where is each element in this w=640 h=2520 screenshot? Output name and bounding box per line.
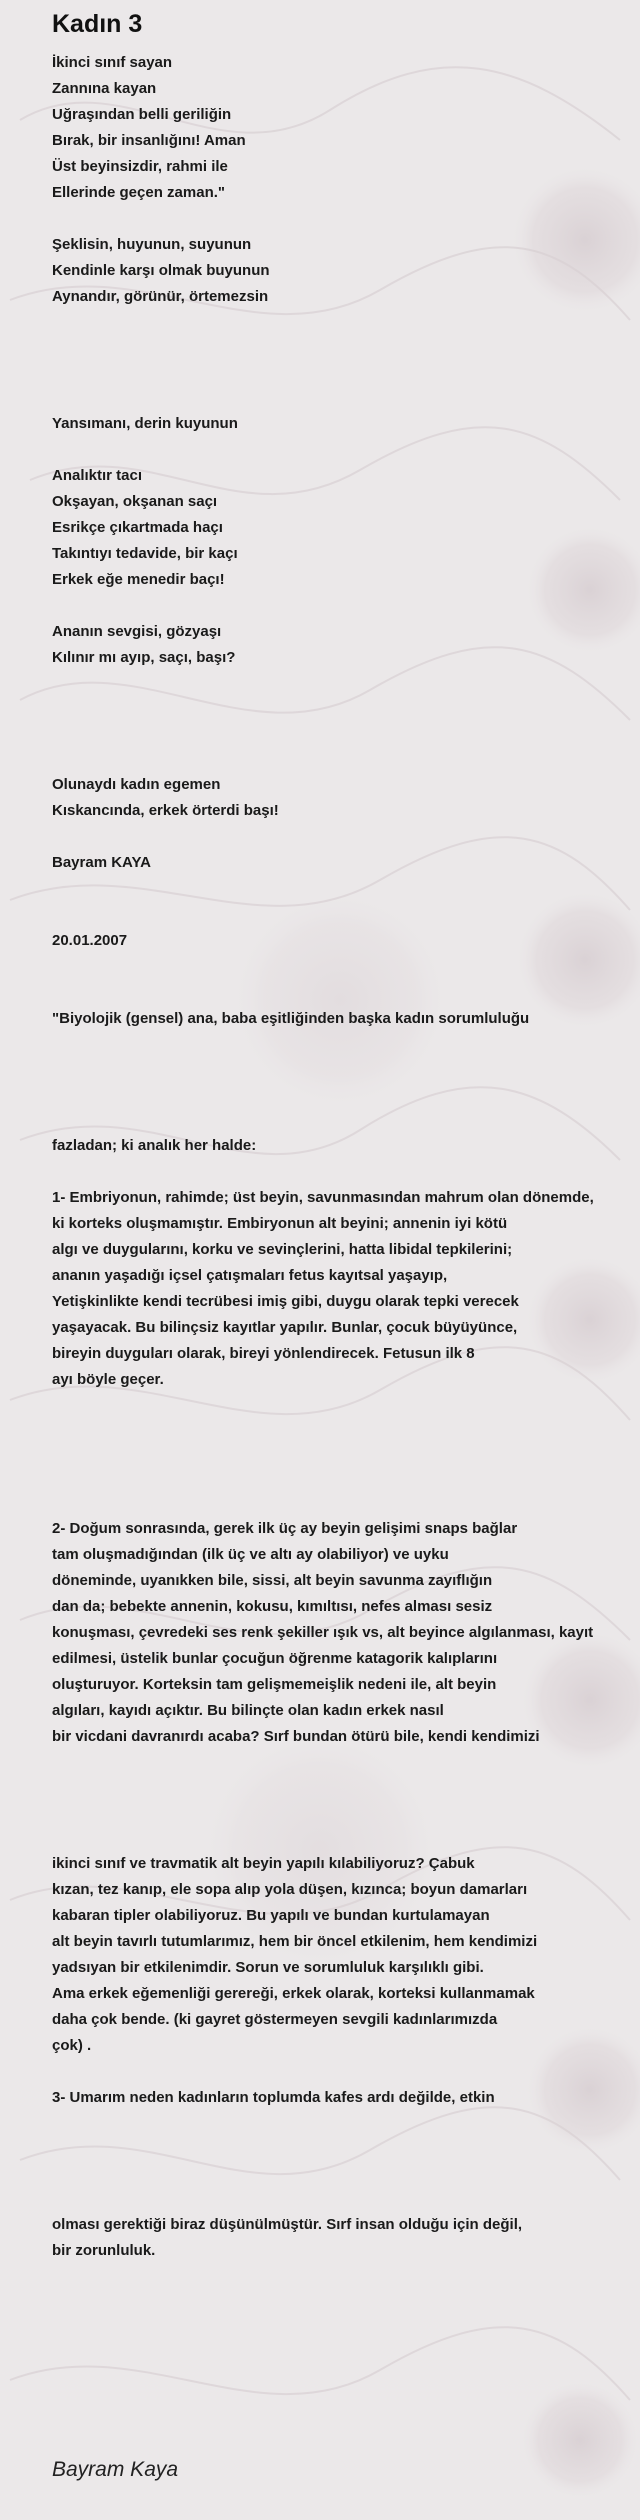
poem-line: Uğraşından belli geriliğin xyxy=(52,106,232,123)
prose-line: kızan, tez kanıp, ele sopa alıp yola düşen, kızınca; boyun damarları xyxy=(52,1881,528,1898)
prose-line: döneminde, uyanıkken bile, sissi, alt beyin savunma zayıflığın xyxy=(52,1572,493,1589)
prose-line: çok) . xyxy=(52,2037,92,2054)
poem-line: Üst beyinsizdir, rahmi ile xyxy=(52,158,228,175)
prose-line: algı ve duygularını, korku ve sevinçlerini, hatta libidal tepkilerini; xyxy=(52,1241,513,1258)
prose-line: "Biyolojik (gensel) ana, baba eşitliğinden başka kadın sorumluluğu xyxy=(52,1010,530,1027)
poem-line: Olunaydı kadın egemen xyxy=(52,776,221,793)
prose-line: konuşması, çevredeki ses renk şekiller ışık vs, alt beyince algılanması, kayıt xyxy=(52,1624,594,1641)
prose-line: tam oluşmadığından (ilk üç ve altı ay olabiliyor) ve uyku xyxy=(52,1546,449,1563)
prose-line: 2- Doğum sonrasında, gerek ilk üç ay beyin gelişimi snaps bağlar xyxy=(52,1520,518,1537)
prose-line: Ama erkek eğemenliği gerereği, erkek olarak, korteksi kullanmamak xyxy=(52,1985,535,2002)
poem-line: Şeklisin, huyunun, suyunun xyxy=(52,236,252,253)
prose-line: edilmesi, üstelik bunlar çocuğun öğrenme katagorik kalıplarını xyxy=(52,1650,498,1667)
prose-line: fazladan; ki analık her halde: xyxy=(52,1137,257,1154)
poem-line: Takıntıyı tedavide, bir kaçı xyxy=(52,545,238,562)
prose-line: 1- Embriyonun, rahimde; üst beyin, savunmasından mahrum olan dönemde, xyxy=(52,1189,594,1206)
prose-line: ananın yaşadığı içsel çatışmaları fetus kayıtsal yaşayıp, xyxy=(52,1267,448,1284)
prose-line: algıları, kayıdı açıktır. Bu bilinçte olan kadın erkek nasıl xyxy=(52,1702,444,1719)
prose-line: ayı böyle geçer. xyxy=(52,1371,164,1388)
poem-signature: Bayram KAYA xyxy=(52,854,151,871)
prose-line: 3- Umarım neden kadınların toplumda kafes ardı değilde, etkin xyxy=(52,2089,495,2106)
poem-line: Kendinle karşı olmak buyunun xyxy=(52,262,270,279)
poem-line: Esrikçe çıkartmada haçı xyxy=(52,519,223,536)
prose-line: ikinci sınıf ve travmatik alt beyin yapılı kılabiliyoruz? Çabuk xyxy=(52,1855,475,1872)
poem-line: Bırak, bir insanlığını! Aman xyxy=(52,132,246,149)
poem-line: Aynandır, görünür, örtemezsin xyxy=(52,288,269,305)
poem-line: Ellerinde geçen zaman." xyxy=(52,184,226,201)
poem-line: Analıktır tacı xyxy=(52,467,143,484)
prose-line: Yetişkinlikte kendi tecrübesi imiş gibi, duygu olarak tepki verecek xyxy=(52,1293,519,1310)
prose-line: olması gerektiği biraz düşünülmüştür. Sırf insan olduğu için değil, xyxy=(52,2216,523,2233)
poem-line: Yansımanı, derin kuyunun xyxy=(52,415,238,432)
author-name: Bayram Kaya xyxy=(52,2458,179,2481)
prose-line: daha çok bende. (ki gayret göstermeyen sevgili kadınlarımızda xyxy=(52,2011,498,2028)
prose-line: bireyin duyguları olarak, bireyi yönlendirecek. Fetusun ilk 8 xyxy=(52,1345,475,1362)
poem-line: Ananın sevgisi, gözyaşı xyxy=(52,623,222,640)
prose-line: yadsıyan bir etkilenimdir. Sorun ve sorumluluk karşılıklı gibi. xyxy=(52,1959,484,1976)
prose-line: alt beyin tavırlı tutumlarımız, hem bir öncel etkilenim, hem kendimizi xyxy=(52,1933,538,1950)
prose-line: bir zorunluluk. xyxy=(52,2242,156,2259)
poem-line: Erkek eğe menedir baçı! xyxy=(52,571,225,588)
poem-line: Zannına kayan xyxy=(52,80,157,97)
poem-title: Kadın 3 xyxy=(52,10,143,38)
prose-line: ki korteks oluşmamıştır. Embiryonun alt beyini; annenin iyi kötü xyxy=(52,1215,508,1232)
poem-line: Kıskancında, erkek örterdi başı! xyxy=(52,802,279,819)
prose-line: dan da; bebekte annenin, kokusu, kımıltısı, nefes alması sesiz xyxy=(52,1598,493,1615)
prose-line: bir vicdani davranırdı acaba? Sırf bundan ötürü bile, kendi kendimizi xyxy=(52,1728,540,1745)
prose-line: yaşayacak. Bu bilinçsiz kayıtlar yapılır. Bunlar, çocuk büyüyünce, xyxy=(52,1319,518,1336)
poem-line: İkinci sınıf sayan xyxy=(52,54,173,71)
poem-date: 20.01.2007 xyxy=(52,932,128,949)
prose-line: oluşturuyor. Korteksin tam gelişmemeişlik nedeni ile, alt beyin xyxy=(52,1676,497,1693)
poem-line: Okşayan, okşanan saçı xyxy=(52,493,218,510)
poem-line: Kılınır mı ayıp, saçı, başı? xyxy=(52,649,236,666)
prose-line: kabaran tipler olabiliyoruz. Bu yapılı ve bundan kurtulamayan xyxy=(52,1907,490,1924)
